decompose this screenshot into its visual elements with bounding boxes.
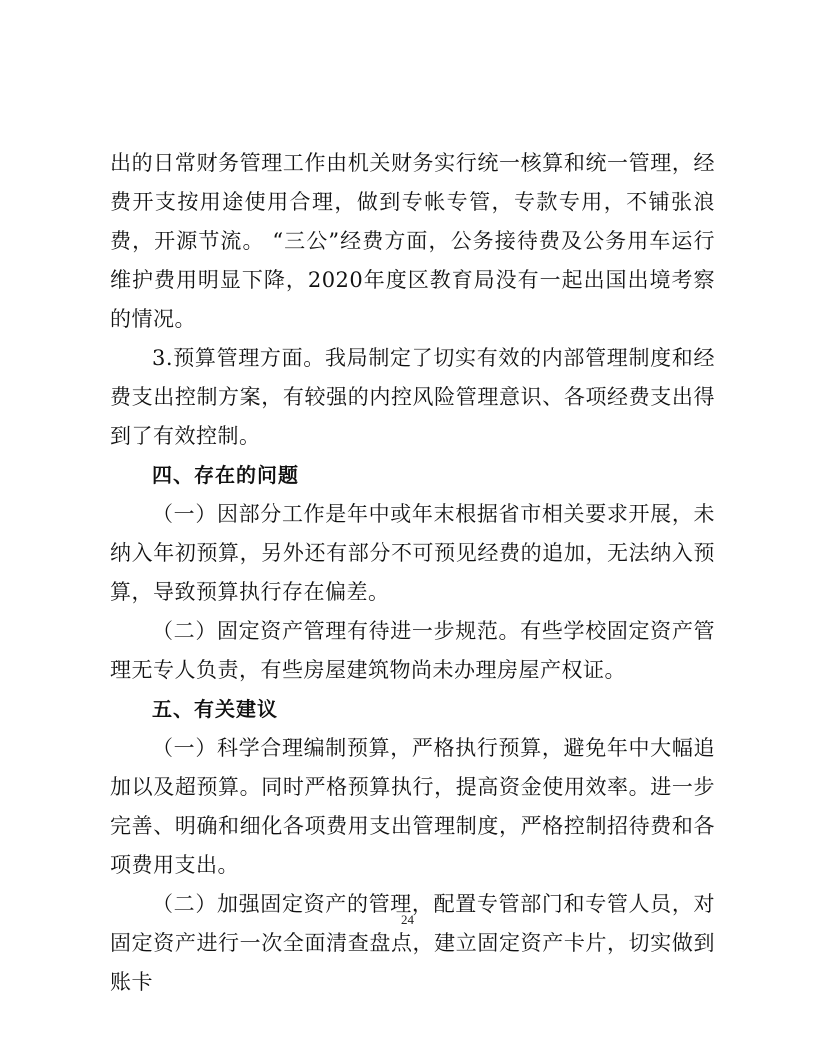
paragraph-budget-management: 3.预算管理方面。我局制定了切实有效的内部管理制度和经费支出控制方案，有较强的内控风险管理意识、各项经费支出得到了有效控制。 <box>110 346 715 448</box>
page-number: 24 <box>401 912 414 927</box>
section-heading-suggestions: 五、有关建议 <box>152 697 278 721</box>
paragraph-problem-1: （一）因部分工作是年中或年末根据省市相关要求开展，未纳入年初预算，另外还有部分不可预见经费的追加，无法纳入预算，导致预算执行存在偏差。 <box>110 502 715 604</box>
paragraph-problem-2: （二）固定资产管理有待进一步规范。有些学校固定资产管理无专人负责，有些房屋建筑物尚未办理房屋产权证。 <box>110 619 715 682</box>
paragraph-suggestion-1: （一）科学合理编制预算，严格执行预算，避免年中大幅追加以及超预算。同时严格预算执行，提高资金使用效率。进一步完善、明确和细化各项费用支出管理制度，严格控制招待费和各项费用支出。 <box>110 736 715 877</box>
section-heading-problems: 四、存在的问题 <box>152 463 299 487</box>
paragraph-suggestion-2: （二）加强固定资产的管理，配置专管部门和专管人员，对固定资产进行一次全面清查盘点，建立固定资产卡片，切实做到账卡 <box>110 892 715 994</box>
document-body <box>110 144 715 1002</box>
paragraph-finance-management: 出的日常财务管理工作由机关财务实行统一核算和统一管理，经费开支按用途使用合理，做到专帐专管，专款专用，不铺张浪费，开源节流。 “三公”经费方面，公务接待费及公务用车运行维护费用明显下降，2020年度区教育局没有一起出国出境考察的情况。 <box>110 151 715 331</box>
